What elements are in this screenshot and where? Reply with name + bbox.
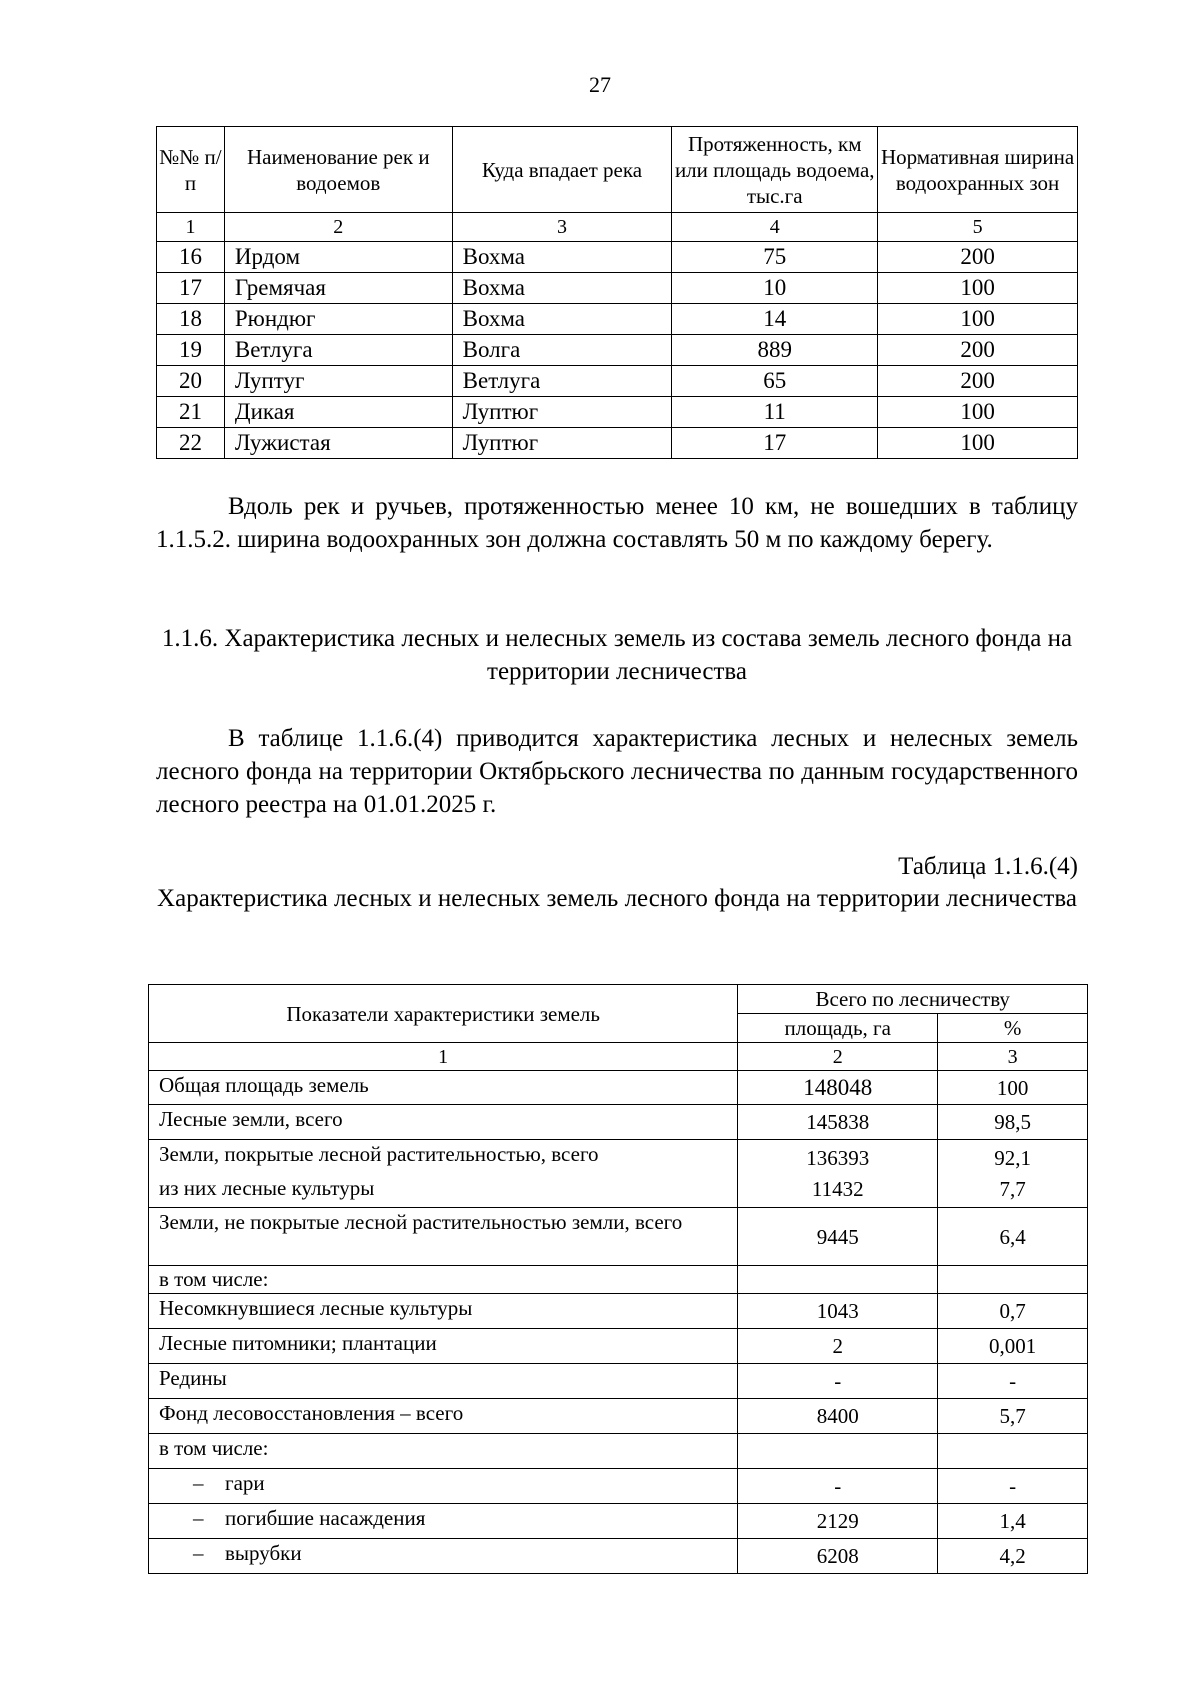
row-percent: 6,4 <box>938 1208 1088 1266</box>
header-flows-into: Куда впадает река <box>452 127 672 213</box>
land-characteristics-table <box>148 984 1088 1574</box>
table-label: Таблица 1.1.6.(4) <box>898 853 1078 880</box>
header-length: Протяженность, км или площадь водоема, тыс.га <box>672 127 878 213</box>
row-label: Земли, покрытые лесной растительностью, всего <box>159 1142 599 1166</box>
row-percent: 7,7 <box>999 1177 1026 1201</box>
row-percent: 98,5 <box>938 1105 1088 1140</box>
table-row <box>149 1539 1088 1574</box>
row-area <box>738 1434 938 1469</box>
row-label: Общая площадь земель <box>149 1071 738 1105</box>
paragraph-table-intro <box>156 722 1078 821</box>
flows-into: Луптюг <box>452 397 672 428</box>
river-length: 75 <box>672 242 878 273</box>
flows-into: Луптюг <box>452 428 672 459</box>
row-label: погибшие насаждения <box>225 1506 426 1530</box>
row-number: 17 <box>157 273 225 304</box>
colnum: 3 <box>452 213 672 242</box>
table-row <box>149 1294 1088 1329</box>
row-area: 8400 <box>738 1399 938 1434</box>
row-percent: 1,4 <box>938 1504 1088 1539</box>
row-area: - <box>738 1364 938 1399</box>
row-percent: 5,7 <box>938 1399 1088 1434</box>
river-name: Лужистая <box>224 428 452 459</box>
table-row <box>149 1434 1088 1469</box>
row-percent: 100 <box>938 1071 1088 1105</box>
river-name: Ветлуга <box>224 335 452 366</box>
row-label: Редины <box>149 1364 738 1399</box>
row-label-item <box>149 1469 738 1504</box>
row-percent: - <box>938 1364 1088 1399</box>
table-row <box>157 397 1078 428</box>
row-label: Несомкнувшиеся лесные культуры <box>149 1294 738 1329</box>
row-area <box>738 1266 938 1294</box>
row-number: 20 <box>157 366 225 397</box>
land-header-row-1 <box>149 985 1088 1014</box>
section-heading: 1.1.6. Характеристика лесных и нелесных земель из состава земель лесного фонда на территории лесничества <box>161 625 1073 685</box>
row-area-group <box>738 1140 938 1208</box>
row-area: 2129 <box>738 1504 938 1539</box>
table-row <box>149 1364 1088 1399</box>
table-row <box>149 1329 1088 1364</box>
page-number: 27 <box>589 72 611 97</box>
table-row <box>149 1266 1088 1294</box>
table-title: Характеристика лесных и нелесных земель лесного фонда на территории лесничества <box>157 885 1077 912</box>
river-length: 14 <box>672 304 878 335</box>
colnum: 1 <box>157 213 225 242</box>
row-area: 2 <box>738 1329 938 1364</box>
row-percent: 92,1 <box>994 1146 1031 1170</box>
flows-into: Вохма <box>452 242 672 273</box>
rivers-table <box>156 126 1078 459</box>
river-length: 889 <box>672 335 878 366</box>
header-area: площадь, га <box>738 1014 938 1043</box>
row-area: - <box>738 1469 938 1504</box>
row-label-item <box>149 1539 738 1574</box>
paragraph-2-text: В таблице 1.1.6.(4) приводится характеристика лесных и нелесных земель лесного фонда на территории Октябрьского лесничества по данным государственного лесного реестра на 01.01.2025 г. <box>156 725 1078 818</box>
row-area: 6208 <box>738 1539 938 1574</box>
rivers-column-numbers <box>157 213 1078 242</box>
table-row <box>149 1208 1088 1266</box>
zone-width: 100 <box>878 273 1078 304</box>
zone-width: 200 <box>878 242 1078 273</box>
river-length: 11 <box>672 397 878 428</box>
river-length: 17 <box>672 428 878 459</box>
row-number: 21 <box>157 397 225 428</box>
dash-bullet: – <box>193 1471 204 1495</box>
row-area: 1043 <box>738 1294 938 1329</box>
paragraph-1-text: Вдоль рек и ручьев, протяженностью менее 10 км, не вошедших в таблицу 1.1.5.2. ширина водоохранных зон должна составлять 50 м по каждому берегу. <box>156 493 1078 553</box>
row-percent-group <box>938 1140 1088 1208</box>
zone-width: 100 <box>878 304 1078 335</box>
zone-width: 100 <box>878 428 1078 459</box>
row-label: Земли, не покрытые лесной растительностью земли, всего <box>149 1208 738 1266</box>
colnum: 2 <box>738 1043 938 1071</box>
table-row <box>157 304 1078 335</box>
row-area: 136393 <box>806 1146 870 1170</box>
colnum: 3 <box>938 1043 1088 1071</box>
river-name: Ирдом <box>224 242 452 273</box>
river-length: 10 <box>672 273 878 304</box>
header-indicator: Показатели характеристики земель <box>149 985 738 1043</box>
row-label-group <box>149 1140 738 1208</box>
header-percent: % <box>938 1014 1088 1043</box>
zone-width: 200 <box>878 366 1078 397</box>
header-total: Всего по лесничеству <box>738 985 1088 1014</box>
table-row <box>157 366 1078 397</box>
table-row <box>149 1399 1088 1434</box>
row-number: 22 <box>157 428 225 459</box>
rivers-header-row <box>157 127 1078 213</box>
row-label: вырубки <box>225 1541 302 1565</box>
header-river-name: Наименование рек и водоемов <box>224 127 452 213</box>
table-row-group <box>149 1140 1088 1208</box>
table-row <box>149 1469 1088 1504</box>
colnum: 4 <box>672 213 878 242</box>
row-area: 9445 <box>738 1208 938 1266</box>
row-label: из них лесные культуры <box>159 1176 375 1200</box>
river-name: Луптуг <box>224 366 452 397</box>
dash-bullet: – <box>193 1541 204 1565</box>
header-number: №№ п/п <box>157 127 225 213</box>
row-label-item <box>149 1504 738 1539</box>
row-percent <box>938 1266 1088 1294</box>
colnum: 5 <box>878 213 1078 242</box>
table-row <box>149 1504 1088 1539</box>
row-label: в том числе: <box>149 1434 738 1469</box>
table-row <box>157 428 1078 459</box>
river-name: Дикая <box>224 397 452 428</box>
river-name: Рюндюг <box>224 304 452 335</box>
table-row <box>157 242 1078 273</box>
row-area: 11432 <box>811 1177 864 1201</box>
row-label: Лесные питомники; плантации <box>149 1329 738 1364</box>
flows-into: Вохма <box>452 273 672 304</box>
table-row <box>157 273 1078 304</box>
river-length: 65 <box>672 366 878 397</box>
table-row <box>149 1105 1088 1140</box>
row-area: 148048 <box>738 1071 938 1105</box>
row-percent: 0,7 <box>938 1294 1088 1329</box>
zone-width: 100 <box>878 397 1078 428</box>
dash-bullet: – <box>193 1506 204 1530</box>
river-name: Гремячая <box>224 273 452 304</box>
colnum: 1 <box>149 1043 738 1071</box>
row-number: 18 <box>157 304 225 335</box>
flows-into: Ветлуга <box>452 366 672 397</box>
row-percent: - <box>938 1469 1088 1504</box>
land-column-numbers <box>149 1043 1088 1071</box>
table-row <box>149 1071 1088 1105</box>
zone-width: 200 <box>878 335 1078 366</box>
row-number: 16 <box>157 242 225 273</box>
table-row <box>157 335 1078 366</box>
row-label: гари <box>225 1471 265 1495</box>
row-label: Фонд лесовосстановления – всего <box>149 1399 738 1434</box>
colnum: 2 <box>224 213 452 242</box>
row-percent: 4,2 <box>938 1539 1088 1574</box>
row-label: в том числе: <box>149 1266 738 1294</box>
row-label: Лесные земли, всего <box>149 1105 738 1140</box>
row-number: 19 <box>157 335 225 366</box>
row-percent <box>938 1434 1088 1469</box>
row-area: 145838 <box>738 1105 938 1140</box>
flows-into: Вохма <box>452 304 672 335</box>
flows-into: Волга <box>452 335 672 366</box>
row-percent: 0,001 <box>938 1329 1088 1364</box>
paragraph-water-zones <box>156 490 1078 556</box>
header-zone-width: Нормативная ширина водоохранных зон <box>878 127 1078 213</box>
